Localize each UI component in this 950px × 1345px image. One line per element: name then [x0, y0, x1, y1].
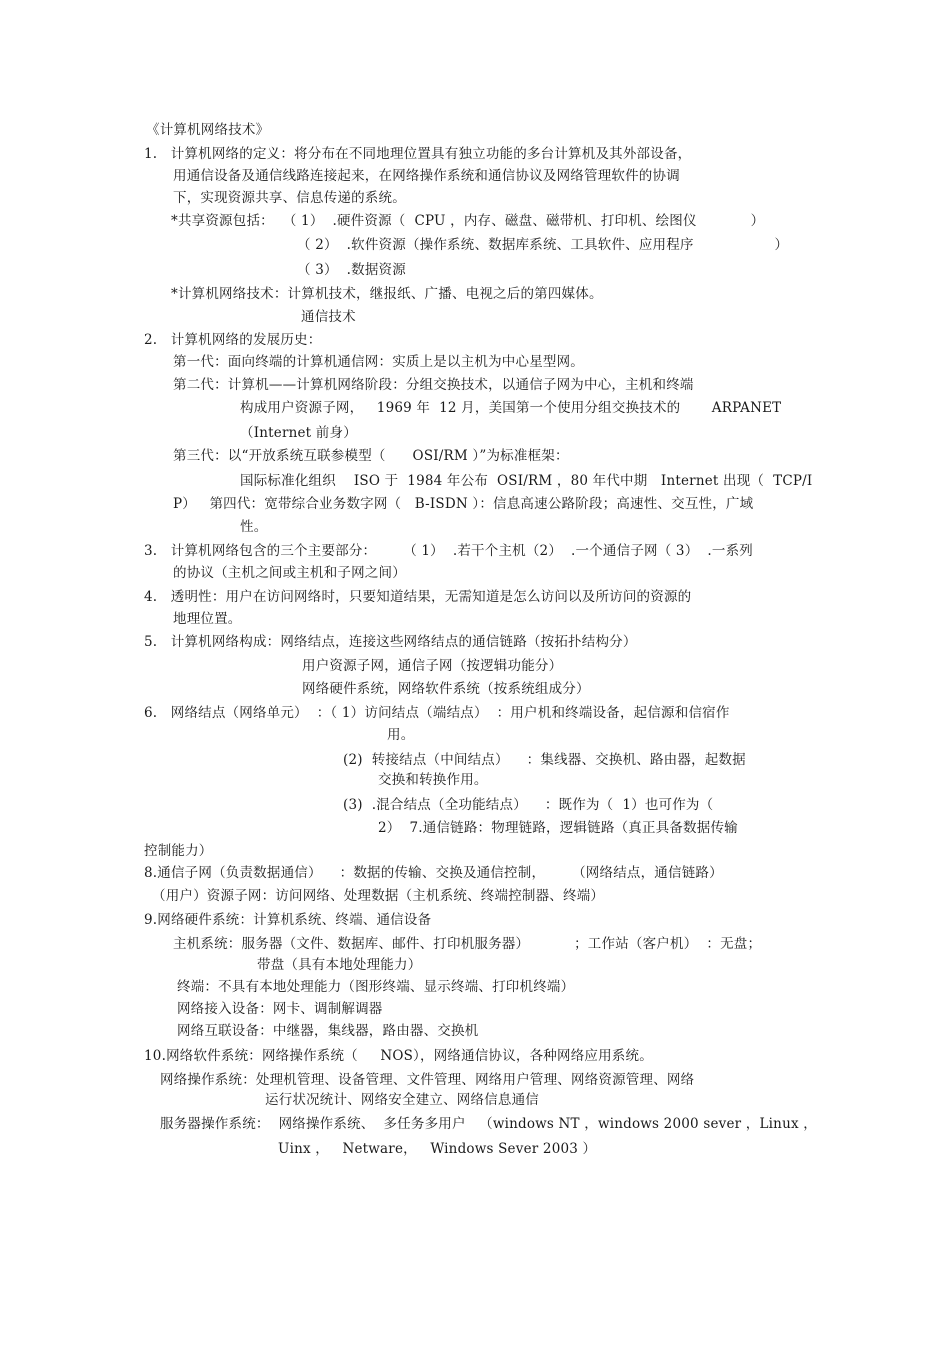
text-line: 网络接入设备：网卡、调制解调器 — [177, 1001, 383, 1017]
text-line: 下，实现资源共享、信息传递的系统。 — [173, 190, 406, 206]
text-line: *计算机网络技术：计算机技术，继报纸、广播、电视之后的第四媒体。 — [171, 286, 603, 302]
text-line: 1. 计算机网络的定义：将分布在不同地理位置具有独立功能的多台计算机及其外部设备， — [144, 146, 692, 162]
text-line: 网络硬件系统，网络软件系统（按系统组成分） — [302, 681, 590, 697]
text-line: 6. 网络结点（网络单元） ：（ 1）访问结点（端结点） ：用户机和终端设备，起信源和信宿作 — [144, 705, 730, 721]
text-line: 第三代：以“开放系统互联参模型（ OSI/RM ）”为标准框架： — [173, 448, 569, 464]
text-line: 性。 — [240, 519, 268, 535]
text-line: 控制能力） — [144, 843, 213, 859]
text-line: 构成用户资源子网， 1969 年 12 月，美国第一个使用分组交换技术的 ARPANET — [240, 400, 782, 416]
text-line: （Internet 前身） — [240, 425, 357, 441]
text-line: 的协议（主机之间或主机和子网之间） — [173, 565, 406, 581]
text-line: 第一代：面向终端的计算机通信网：实质上是以主机为中心星型网。 — [173, 354, 584, 370]
text-line: 3. 计算机网络包含的三个主要部分： （ 1） .若干个主机（2） .一个通信子网（ 3） .一系列 — [144, 543, 753, 559]
text-line: 服务器操作系统： 网络操作系统、 多任务多用户 （windows NT ，windows 2000 sever ，Linux ， — [160, 1116, 817, 1132]
text-line: （用户）资源子网：访问网络、处理数据（主机系统、终端控制器、终端） — [152, 888, 605, 904]
text-line: 国际标准化组织 ISO 于 1984 年公布 OSI/RM ，80 年代中期 Internet 出现（ TCP/I — [240, 473, 813, 489]
text-line: （ 3） .数据资源 — [297, 262, 406, 278]
text-line: 运行状况统计、网络安全建立、网络信息通信 — [265, 1092, 539, 1108]
text-line: P） 第四代：宽带综合业务数字网（ B-ISDN ）：信息高速公路阶段；高速性、交互性，广域 — [173, 496, 754, 512]
text-line: (3) .混合结点（全功能结点） ：既作为（ 1）也可作为（ — [343, 797, 714, 813]
text-line: 用通信设备及通信线路连接起来，在网络操作系统和通信协议及网络管理软件的协调 — [173, 168, 680, 184]
text-line: 地理位置。 — [173, 611, 242, 627]
text-line: 10.网络软件系统：网络操作系统（ NOS），网络通信协议，各种网络应用系统。 — [144, 1048, 653, 1064]
text-line: 带盘（具有本地处理能力） — [257, 957, 422, 973]
text-line: 网络操作系统：处理机管理、设备管理、文件管理、网络用户管理、网络资源管理、网络 — [160, 1072, 695, 1088]
text-line: 8.通信子网（负责数据通信） ：数据的传输、交换及通信控制， （网络结点，通信链路） — [144, 865, 723, 881]
text-line: 主机系统：服务器（文件、数据库、邮件、打印机服务器） ；工作站（客户机） ：无盘； — [173, 936, 762, 952]
text-line: 交换和转换作用。 — [378, 772, 488, 788]
text-line: 用。 — [387, 727, 415, 743]
text-line: 网络互联设备：中继器，集线器，路由器、交换机 — [177, 1023, 479, 1039]
text-line: 2. 计算机网络的发展历史： — [144, 332, 322, 348]
text-line: （ 2） .软件资源（操作系统、数据库系统、工具软件、应用程序 ） — [297, 237, 789, 253]
text-line: 终端：不具有本地处理能力（图形终端、显示终端、打印机终端） — [177, 979, 575, 995]
text-line: Uinx ， Netware， Windows Sever 2003 ） — [278, 1141, 597, 1157]
text-line: 第二代：计算机——计算机网络阶段：分组交换技术，以通信子网为中心，主机和终端 — [173, 377, 694, 393]
text-line: 用户资源子网，通信子网（按逻辑功能分） — [302, 658, 563, 674]
doc-title: 《计算机网络技术》 — [146, 122, 270, 138]
text-line: *共享资源包括： （ 1） .硬件资源（ CPU ，内存、磁盘、磁带机、打印机、绘图仪 ） — [171, 213, 765, 229]
text-line: 9.网络硬件系统：计算机系统、终端、通信设备 — [144, 912, 432, 928]
text-line: (2) 转接结点（中间结点） ：集线器、交换机、路由器，起数据 — [343, 752, 746, 768]
text-line: 4. 透明性：用户在访问网络时，只要知道结果，无需知道是怎么访问以及所访问的资源的 — [144, 589, 692, 605]
text-line: 通信技术 — [301, 309, 356, 325]
text-line: 5. 计算机网络构成：网络结点，连接这些网络结点的通信链路（按拓扑结构分） — [144, 634, 637, 650]
text-line: 2） 7.通信链路：物理链路，逻辑链路（真正具备数据传输 — [378, 820, 738, 836]
